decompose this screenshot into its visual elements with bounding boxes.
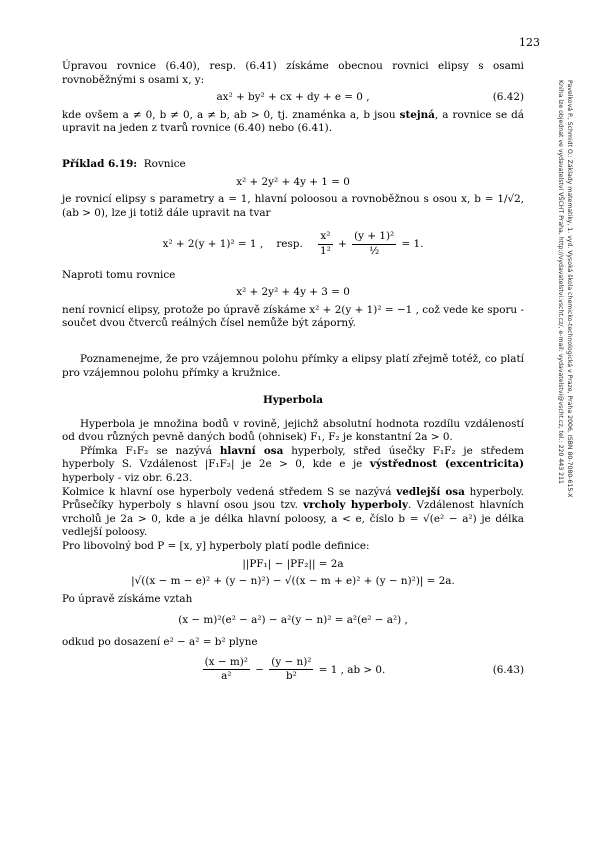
example-label-rest: Rovnice bbox=[143, 157, 186, 170]
hyperbola-main-axis bbox=[62, 445, 524, 486]
intro-conditions-a: kde ovšem a ≠ 0, b ≠ 0, a ≠ b, ab > 0, tj. znaménka a, b jsou bbox=[62, 108, 400, 121]
example-eq2-plus: + bbox=[338, 238, 347, 251]
equation-number: (6.43) bbox=[492, 663, 524, 676]
intro-conditions-bold: stejná bbox=[399, 108, 435, 121]
secondary-axis-b: hyperboly. Průsečíky hyperboly s hlavní osou jsou tzv. bbox=[62, 485, 524, 512]
example-eq2-resp: resp. bbox=[276, 238, 303, 251]
eq643-rest: = 1 , ab > 0. bbox=[318, 663, 386, 676]
intro-conditions bbox=[62, 109, 524, 136]
example-equation-3: x² + 2y² + 4y + 3 = 0 bbox=[236, 286, 350, 299]
hyperbola-equation-1: ||PF₁| − |PF₂|| = 2a bbox=[242, 557, 344, 570]
fraction-numerator: (y − n)² bbox=[269, 656, 313, 671]
fraction-denominator: a² bbox=[221, 670, 232, 683]
example-heading bbox=[62, 158, 524, 172]
secondary-axis-bold: vedlejší osa bbox=[396, 485, 465, 498]
hyperbola-equation-2: |√((x − m − e)² + (y − n)²) − √((x − m + e)² + (y − n)²)| = 2a. bbox=[131, 575, 455, 588]
main-axis-a: Přímka F₁F₂ se nazývá bbox=[80, 444, 220, 457]
vertices-bold: vrcholy hyperboly bbox=[303, 499, 408, 512]
hyperbola-substitution: odkud po dosazení e² − a² = b² plyne bbox=[62, 636, 258, 648]
example-label: Příklad 6.19: bbox=[62, 157, 138, 170]
hyperbola-definition: Hyperbola je množina bodů v rovině, jejichž absolutní hodnota rozdílu vzdáleností od dvou různých pevně daných bodů (ohnisek) F₁, F₂ je konstantní 2a > 0. bbox=[62, 417, 524, 444]
note-paragraph: Poznamenejme, že pro vzájemnou polohu přímky a elipsy platí zřejmě totéž, co platí pro vzájemnou polohu přímky a kružnice. bbox=[62, 352, 524, 379]
fraction-numerator: (y + 1)² bbox=[352, 230, 396, 245]
example-equation-2 bbox=[62, 230, 524, 258]
secondary-axis-c: . Vzdálenost hlavních vrcholů je 2a > 0, kde a je délka hlavní poloosy, a < e, číslo b = √(e² − a²) je délka vedlejší poloosy. bbox=[62, 499, 524, 539]
fraction-numerator: x² bbox=[318, 230, 333, 245]
fraction-denominator: ½ bbox=[369, 244, 380, 257]
hyperbola-point-definition: Pro libovolný bod P = [x, y] hyperboly platí podle definice: bbox=[62, 540, 370, 553]
equation-6-42-body: ax² + by² + cx + dy + e = 0 , bbox=[216, 91, 370, 104]
main-axis-c: hyperboly - viz obr. 6.23. bbox=[62, 472, 193, 485]
eq643-fraction-1 bbox=[203, 656, 250, 684]
fraction-numerator: (x − m)² bbox=[203, 656, 250, 671]
eq643-fraction-2 bbox=[269, 656, 313, 684]
page-number: 123 bbox=[519, 36, 540, 49]
hyperbola-after-edit: Po úpravě získáme vztah bbox=[62, 592, 193, 605]
section-heading-hyperbola: Hyperbola bbox=[262, 394, 324, 407]
example-text-2: Naproti tomu rovnice bbox=[62, 268, 176, 281]
example-eq2-fraction-1 bbox=[318, 230, 333, 258]
example-text-3: není rovnicí elipsy, protože po úpravě získáme x² + 2(y + 1)² = −1 , což vede ke sporu - součet dvou čtverců reálných čísel nemůže být záporný. bbox=[62, 303, 524, 330]
intro-text: Úpravou rovnice (6.40), resp. (6.41) získáme obecnou rovnici elipsy s osami rovnoběžnými s osami x, y: bbox=[62, 60, 524, 86]
example-eq2-left: x² + 2(y + 1)² = 1 , bbox=[162, 238, 264, 251]
side-note-line2: Kniha lze objednat ve vydavatelství VŠCHT Praha, http://vydavatelstvi.vscht.cz/, e-mail: vydavatelstvi@vscht.cz, tel.: 220 443 211 bbox=[557, 80, 564, 484]
equation-6-42 bbox=[62, 91, 524, 105]
main-axis-b: hyperboly, střed úsečky F₁F₂ je středem hyperboly S. Vzdálenost |F₁F₂| je 2e > 0, kde e je bbox=[62, 444, 524, 471]
hyperbola-secondary-axis bbox=[62, 486, 524, 540]
eq643-minus: − bbox=[255, 663, 264, 676]
example-equation-1: x² + 2y² + 4y + 1 = 0 bbox=[236, 175, 350, 188]
page-content bbox=[62, 60, 524, 690]
fraction-denominator: 1² bbox=[319, 244, 331, 257]
side-note bbox=[540, 80, 580, 600]
equation-number: (6.42) bbox=[492, 91, 524, 104]
main-axis-bold: hlavní osa bbox=[219, 444, 284, 457]
side-note-line1: Pavelková P., Schmidt O.: Základy matematiky, 1. vyd. Vysoká škola chemicko-technologická v Praze, Praha 2006, ISBN 80-7080-615-X bbox=[566, 80, 573, 498]
example-eq2-equals: = 1. bbox=[401, 238, 424, 251]
fraction-denominator: b² bbox=[285, 670, 297, 683]
example-text-1: je rovnicí elipsy s parametry a = 1, hlavní poloosou a rovnoběžnou s osou x, b = 1/√2, (ab > 0), lze ji totiž dále upravit na tvar bbox=[62, 193, 524, 219]
example-eq2-fraction-2 bbox=[352, 230, 396, 258]
secondary-axis-a: Kolmice k hlavní ose hyperboly vedená středem S se nazývá bbox=[62, 485, 397, 498]
hyperbola-equation-3: (x − m)²(e² − a²) − a²(y − n)² = a²(e² − a²) , bbox=[178, 614, 408, 627]
side-note-text bbox=[556, 80, 574, 498]
equation-6-43 bbox=[62, 656, 524, 684]
intro-conditions-b: , a rovnice se dá upravit na jeden z tvarů rovnice (6.40) nebo (6.41). bbox=[62, 108, 524, 135]
eccentricity-bold: výstřednost (excentricita) bbox=[369, 458, 525, 471]
